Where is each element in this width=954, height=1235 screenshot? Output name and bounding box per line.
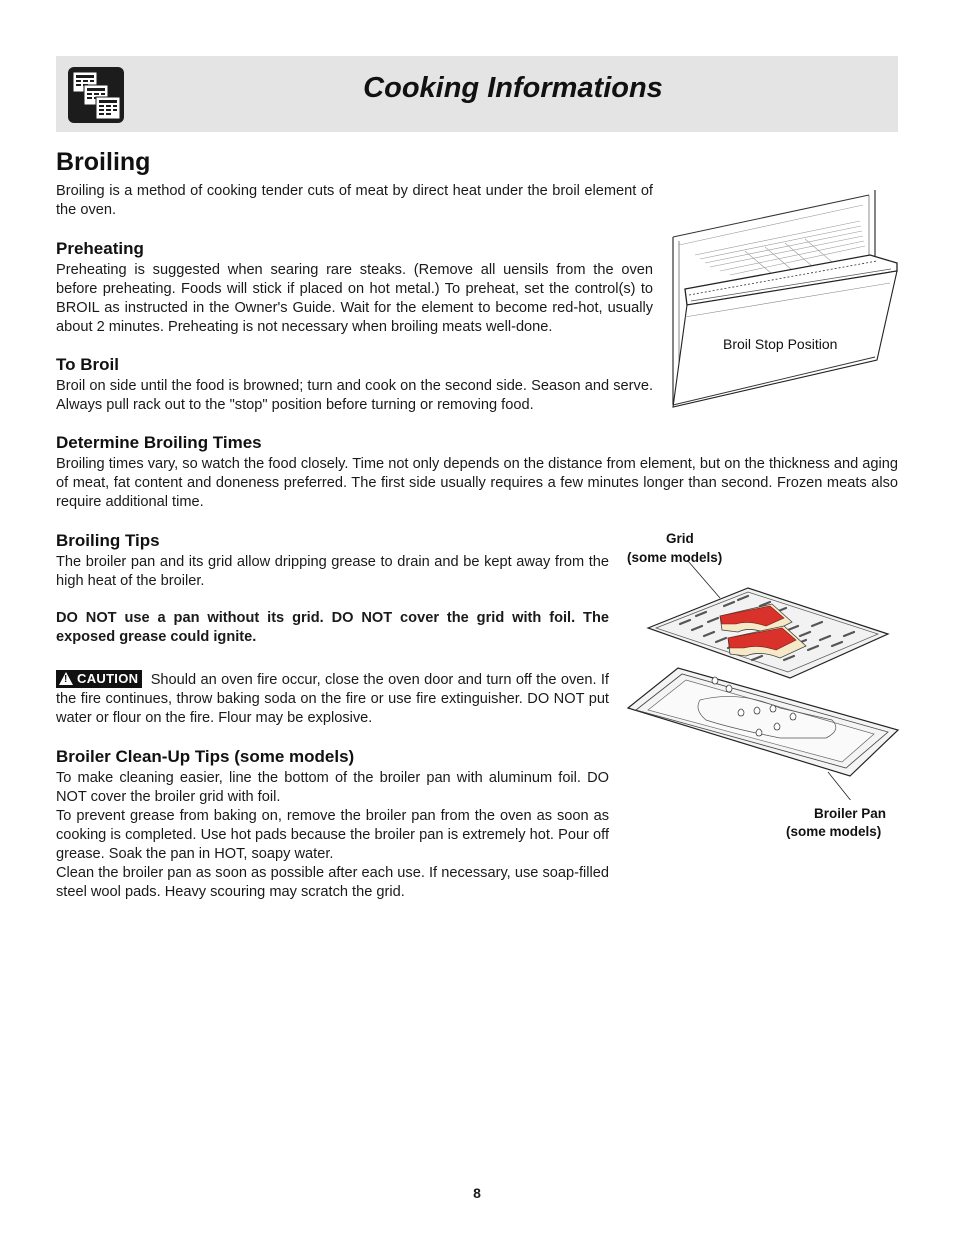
broiler-pan-label: Broiler Pan [814,806,887,821]
cleanup-paragraph-1: To make cleaning easier, line the bottom of the broiler pan with aluminum foil. DO NOT cover the broiler grid with foil. [56,770,609,805]
intro-paragraph: Broiling is a method of cooking tender cuts of meat by direct heat under the broil element of the oven. [56,183,653,218]
caution-badge [56,670,142,688]
to-broil-heading: To Broil [56,355,119,374]
section-title: Broiling [56,148,151,176]
to-broil-paragraph: Broil on side until the food is browned; turn and cook on the second side. Season and serve. Always pull rack out to the "stop" position before turning or removing food. [56,378,653,413]
broiling-tips-paragraph: The broiler pan and its grid allow dripping grease to drain and be kept away from the high heat of the broiler. [56,554,609,589]
grid-label: Grid [666,531,694,546]
broiler-pan-label-models: (some models) [786,824,882,839]
preheating-heading: Preheating [56,239,144,258]
caution-paragraph [56,670,609,728]
section-header [56,56,898,132]
page-title: Cooking Informations [363,72,663,104]
broiler-pan-and-grid-illustration [620,560,905,800]
caution-label: CAUTION [77,671,139,686]
cleanup-paragraph-3: Clean the broiler pan as soon as possible after each use. If necessary, use soap-filled steel wool pads. Heavy scouring may scratch the grid. [56,865,609,900]
cleanup-heading: Broiler Clean-Up Tips (some models) [56,747,355,766]
determine-paragraph: Broiling times vary, so watch the food closely. Time not only depends on the distance from element, but on the thickness and aging of meat, fat content and doneness preferred. The first side usually requires a few minutes longer than second. Frozen meats also require additional time. [56,456,898,510]
preheating-paragraph: Preheating is suggested when searing rare steaks. (Remove all uensils from the oven before preheating. Foods will stick if placed on hot metal.) To preheat, set the control(s) to BROIL as instructed in the Owner's Guide. Wait for the element to become red-hot, usually about 2 minutes. Preheating is not necessary when broiling meats well-done. [56,262,653,335]
grid-label-models: (some models) [627,550,723,565]
broil-stop-position-label: Broil Stop Position [723,336,838,352]
broiling-tips-heading: Broiling Tips [56,531,160,550]
determine-heading: Determine Broiling Times [56,433,262,452]
oven-broil-stop-illustration [665,185,905,415]
page-number: 8 [473,1185,481,1201]
cleanup-paragraph-2: To prevent grease from baking on, remove the broiler pan from the oven as soon as cooking is completed. Use hot pads because the broiler pan is extremely hot. Pour off grease. Soak the pan in HOT, soapy water. [56,808,609,862]
caution-text: Should an oven fire occur, close the oven door and turn off the oven. If the fire continues, throw baking soda on the fire or use fire extinguisher. DO NOT put water or flour on the fire. Flour may be explosive. [56,672,609,726]
grid-warning: DO NOT use a pan without its grid. DO NOT cover the grid with foil. The exposed grease could ignite. [56,610,609,645]
warning-triangle-icon: ! [59,672,73,685]
